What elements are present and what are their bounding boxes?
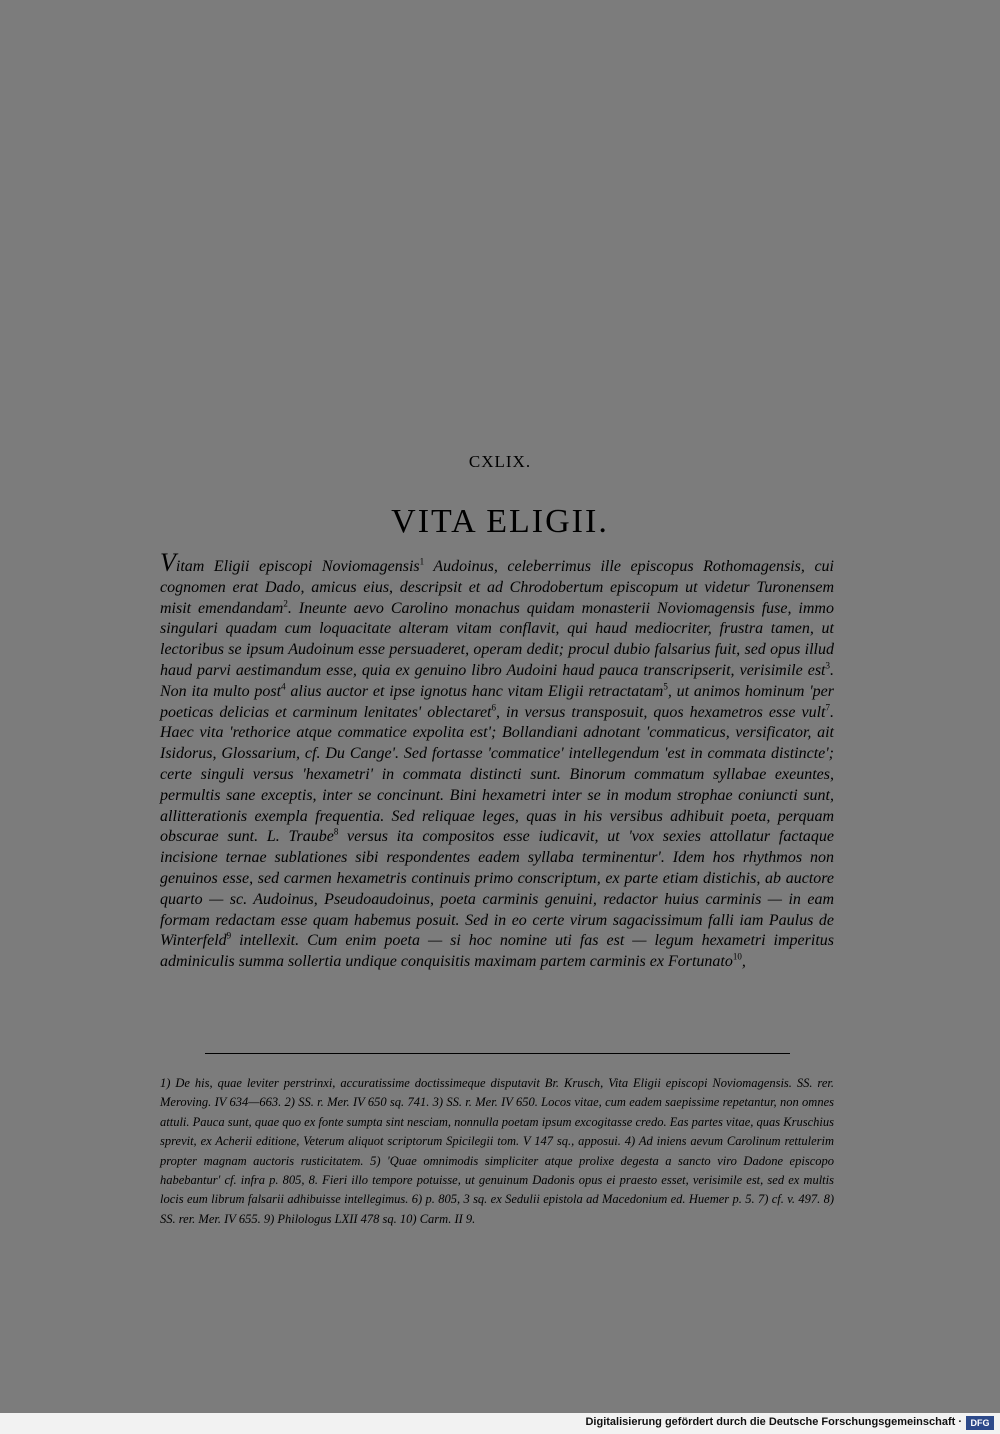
initial-letter: V (160, 548, 176, 577)
footnote-ref: 2 (283, 598, 288, 609)
footnote-ref: 9 (226, 931, 232, 942)
footnote-separator (205, 1053, 790, 1054)
chapter-number: CXLIX. (468, 452, 532, 471)
footnote-ref: 8 (333, 827, 339, 838)
footnote-ref: 10 (732, 951, 742, 962)
footnote-ref: 5 (663, 681, 668, 692)
footnote-ref: 4 (281, 681, 286, 692)
main-text (160, 550, 834, 973)
text-segment: Audoinus, celeberrimus ille episcopus Rothomagensis, cui cognomen erat Dado, amicus eius, descripsit et ad Chrodobertum episcopum ut videtur Turonensem misit emendandam (160, 558, 834, 617)
footnote-ref: 1 (419, 556, 425, 567)
text-segment: . Ineunte aevo Carolino monachus quidam monasterii Noviomagensis fuse, immo singulari quadam cum loquacitate alteram vitam conflavit, qui haud mediocriter, frustra tamen, ut lectoribus se ipsum Audoinum esse persuaderet, operam dedit; procul dubio falsarius fuit, sed opus illud haud parvi aestimandum esse, quia ex genuino libro Audoini haud pauca transcripserit, verisimile est (160, 599, 834, 679)
footer-bar (0, 1413, 1000, 1434)
text-segment: , ut animos hominum 'per poeticas delicias et carminum lenitates' oblectaret (160, 682, 834, 721)
text-segment: intellexit. Cum enim poeta — si hoc nomine uti fas est — legum hexametri imperitus adminiculis summa sollertia undique conquisitis maximam partem carminis ex Fortunato (160, 932, 834, 971)
text-segment: , in versus transposuit, quos hexametros esse vult (496, 703, 826, 721)
text-segment: versus ita compositos esse iudicavit, ut 'vox sexies attollatur factaque incisione ternae sublationes sibi respondentes eadem syllaba terminentur'. Idem hos rhythmos non genuinos esse, sed carmen hexametris continuis primo conscriptum, ex parte etiam distichis, ab auctore quarto — sc. Audoinus, Pseudoaudoinus, poeta carminis genuini, redactor huius carminis — in eam formam redactam esse quam habemus posuit. Sed in eo certe virum sagacissimum falli iam Paulus de Winterfeld (160, 828, 834, 950)
text-segment: , (741, 953, 746, 971)
footnote-ref: 6 (491, 702, 496, 713)
text-segment: itam Eligii episcopi Noviomagensis (175, 558, 420, 575)
footnotes: 1) De his, quae leviter perstrinxi, accuratissime doctissimeque disputavit Br. Krusch, Vita Eligii episcopi Noviomagensis. SS. rer. Meroving. IV 634—663. 2) SS. r. Mer. IV 650 sq. 741. 3) SS. r. Mer. IV 650. Locos vitae, cum eadem saepissime repetantur, non omnes attuli. Pauca sunt, quae quo ex fonte sumpta sint nesciam, nonnulla poetam ipsum excogitasse credo. Eas partes vitae, quas Kruschius sprevit, ex Acherii editione, Veterum aliquot scriptorum Spicilegii tom. V 147 sq., apposui. 4) Ad iniens aevum Carolinum rettulerim propter magnam auctoris rusticitatem. 5) 'Quae omnimodis simpliciter atque prolixe degesta a sancto viro Dadone episcopo habebantur' cf. infra p. 805, 8. Fieri illo tempore potuisse, ut genuinum Dadonis opus ei praesto esset, verisimile est, sed ex multis locis eum librum falsarii adhibuisse intellegimus. 6) p. 805, 3 sq. ex Sedulii epistola ad Macedonium ed. Huemer p. 5. 7) cf. v. 497. 8) SS. rer. Mer. IV 655. 9) Philologus LXII 478 sq. 10) Carm. II 9. (160, 1076, 834, 1226)
footnote-ref: 7 (825, 702, 830, 713)
text-segment: . Non ita multo post (160, 661, 834, 700)
dfg-logo-icon: DFG (966, 1416, 994, 1430)
footer-credit: Digitalisierung gefördert durch die Deutsche Forschungsgemeinschaft · (585, 1416, 962, 1428)
footnote-ref: 3 (825, 660, 830, 671)
text-segment: alius auctor et ipse ignotus hanc vitam Eligii retractatam (285, 682, 664, 700)
text-segment: . Haec vita 'rethorice atque commatice expolita est'; Bollandiani adnotant 'commaticus, versificator, ait Isidorus, Glossarium, cf. Du Cange'. Sed fortasse 'commatice' intellegendum 'est in commata distincte'; certe singuli versus 'hexametri' in commata distincti sunt. Binorum commatum syllabae exeuntes, permultis sane exceptis, inter se concinunt. Bini hexametri inter se in modum strophae coniuncti sunt, allitterationis exempla frequentia. Sed reliquae leges, quas in his versibus adhibuit poeta, perquam obscurae sunt. L. Traube (160, 703, 834, 846)
page-title: VITA ELIGII. (391, 502, 609, 540)
